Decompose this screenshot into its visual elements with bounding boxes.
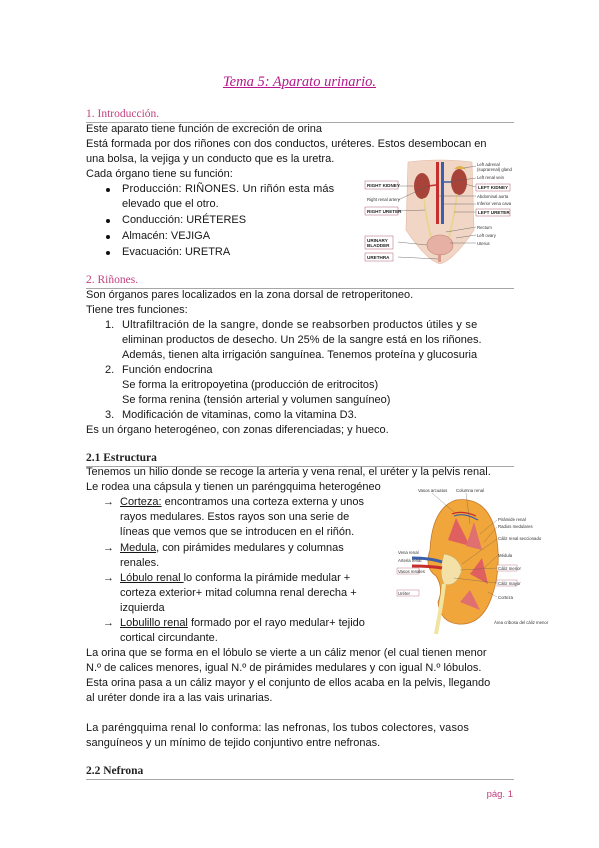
figure-label: BLADDER bbox=[367, 243, 390, 248]
bullet-dot bbox=[106, 251, 110, 255]
figure-label: Left adrenal bbox=[477, 162, 500, 167]
term: Medula bbox=[120, 542, 157, 554]
bullet-text: Conducción: URÉTERES bbox=[122, 214, 247, 226]
figure-label: Arteria renal bbox=[398, 558, 422, 563]
figure-label: LEFT URETER bbox=[478, 210, 510, 215]
figure-label: Cáliz menor bbox=[498, 566, 521, 571]
bullet-text: Evacuación: URETRA bbox=[122, 246, 231, 258]
figure-label: Cáliz renal seccionado bbox=[498, 536, 542, 541]
figure-label: Área cribosa del cáliz menor bbox=[494, 620, 549, 625]
arrow-icon: → bbox=[103, 496, 114, 508]
figure-label: RIGHT URETER bbox=[367, 209, 402, 214]
figure-label: Columna renal bbox=[456, 488, 484, 493]
text-line: La orina que se forma en el lóbulo se vierte a un cáliz menor (el cual tienen menor bbox=[86, 647, 487, 659]
text-line: una bolsa, la vejiga y un conducto que es la uretra. bbox=[86, 153, 335, 165]
bullet-dot bbox=[106, 188, 110, 192]
section-heading-nefrona: 2.2 Nefrona bbox=[86, 764, 514, 780]
section-heading-rinones: 2. Riñones. bbox=[86, 273, 514, 289]
figure-label: Vasos arcuatos bbox=[418, 488, 448, 493]
arrow-icon: → bbox=[103, 617, 114, 629]
figure-label: Left ovary bbox=[477, 233, 496, 238]
figure-label: URINARY bbox=[367, 238, 388, 243]
list-text: Además, tienen alta irrigación sanguínea. Tenemos proteína y glucosuria bbox=[122, 349, 478, 361]
list-text: Función endocrina bbox=[122, 364, 213, 376]
page-title: Tema 5: Aparato urinario. bbox=[222, 74, 377, 90]
list-text: Ultrafiltración de la sangre, donde se reabsorben productos útiles y se bbox=[122, 319, 478, 331]
figure-label: Right renal artery bbox=[367, 197, 400, 202]
arrow-item bbox=[120, 571, 350, 587]
list-text: Se forma renina (tensión arterial y volumen sanguíneo) bbox=[122, 394, 391, 406]
figure-label: Vena renal bbox=[398, 550, 419, 555]
arrow-text: izquierda bbox=[120, 602, 165, 614]
list-text: Modificación de vitaminas, como la vitamina D3. bbox=[122, 409, 357, 421]
figure-label: Uréter bbox=[398, 591, 410, 596]
page-number: pág. 1 bbox=[486, 789, 513, 800]
list-number: 3. bbox=[105, 409, 115, 421]
arrow-text: cortical circundante. bbox=[120, 632, 218, 644]
list-number: 1. bbox=[105, 319, 115, 331]
text-line: Este aparato tiene función de excreción de orina bbox=[86, 123, 323, 135]
figure-label: (suprarenal) gland bbox=[477, 167, 512, 172]
figure-label: Abdominal aorta bbox=[477, 194, 509, 199]
arrow-text: líneas que vemos que se introducen en el riñón. bbox=[120, 526, 355, 538]
bullet-text: Almacén: VEJIGA bbox=[122, 230, 211, 242]
arrow-item bbox=[120, 616, 365, 632]
text-line: Tenemos un hilio donde se recoge la arteria y vena renal, el uréter y la pelvis renal. bbox=[86, 466, 491, 478]
arrow-item bbox=[120, 495, 364, 511]
text-line: Esta orina pasa a un cáliz mayor y el conjunto de ellos acaba en la pelvis, llegando bbox=[86, 677, 491, 689]
text-line: Le rodea una cápsula y tienen un paréngquima heterogéneo bbox=[86, 481, 381, 493]
arrow-text: rayos medulares. Estos rayos son una serie de bbox=[120, 511, 350, 523]
arrow-text: encontramos una corteza externa y unos bbox=[164, 496, 364, 508]
bullet-text: Producción: RIÑONES. Un riñón esta más bbox=[122, 183, 335, 195]
figure-label: Pirámide renal bbox=[498, 517, 526, 522]
text-line: Cada órgano tiene su función: bbox=[86, 168, 233, 180]
figure-label: Inferior vena cava bbox=[477, 201, 512, 206]
arrow-item bbox=[120, 541, 344, 557]
arrow-text: corteza exterior+ mitad columna renal derecha + bbox=[120, 587, 357, 599]
figure-label: Radios medulares bbox=[498, 524, 533, 529]
figure-label: Uterus bbox=[477, 241, 490, 246]
text-line: al uréter donde ira a las vais urinarias. bbox=[86, 692, 273, 704]
figure-label: Corteza bbox=[498, 595, 514, 600]
figure-label: URETHRA bbox=[367, 255, 390, 260]
arrow-text: , con pirámides medulares y columnas bbox=[156, 542, 344, 554]
arrow-text: lo conforma la pirámide medular + bbox=[183, 572, 351, 584]
figure-label: Cáliz mayor bbox=[498, 581, 521, 586]
kidney-structure-figure bbox=[396, 484, 549, 638]
term: Lóbulo renal bbox=[120, 572, 184, 584]
section-heading-introduccion: 1. Introducción. bbox=[86, 107, 514, 123]
bullet-dot bbox=[106, 219, 110, 223]
arrow-icon: → bbox=[103, 572, 114, 584]
text-line: sanguíneos y un mínimo de tejido conjuntivo entre nefronas. bbox=[86, 737, 381, 749]
text-line: Está formada por dos riñones con dos conductos, uréteres. Estos desembocan en bbox=[86, 138, 487, 150]
list-text: Se forma la eritropoyetina (producción de eritrocitos) bbox=[122, 379, 379, 391]
arrow-icon: → bbox=[103, 542, 114, 554]
bullet-dot bbox=[106, 235, 110, 239]
section-heading-estructura: 2.1 Estructura bbox=[86, 451, 514, 467]
list-number: 2. bbox=[105, 364, 115, 376]
figure-label: Rectum bbox=[477, 225, 492, 230]
figure-label: Médula bbox=[498, 553, 513, 558]
figure-label: RIGHT KIDNEY bbox=[367, 183, 400, 188]
text-line: Son órganos pares localizados en la zona dorsal de retroperitoneo. bbox=[86, 289, 414, 301]
urinary-system-figure bbox=[364, 160, 516, 268]
bullet-text: elevado que el otro. bbox=[122, 198, 219, 210]
text-line: Tiene tres funciones: bbox=[86, 304, 188, 316]
term: Lobulillo renal bbox=[120, 617, 188, 629]
text-line: Es un órgano heterogéneo, con zonas diferenciadas; y hueco. bbox=[86, 424, 389, 436]
arrow-text: formado por el rayo medular+ tejido bbox=[187, 617, 365, 629]
term: Corteza: bbox=[120, 496, 162, 508]
list-text: eliminan productos de desecho. Un 25% de la sangre está en los riñones. bbox=[122, 334, 482, 346]
text-line: La paréngquima renal lo conforma: las nefronas, los tubos colectores, vasos bbox=[86, 722, 470, 734]
figure-label: Left renal vein bbox=[477, 175, 504, 180]
text-line: N.º de calices menores, igual N.º de pirámides medulares y con igual N.º lóbulos. bbox=[86, 662, 482, 674]
figure-label: Vasos renales bbox=[398, 569, 425, 574]
figure-label: LEFT KIDNEY bbox=[478, 185, 509, 190]
arrow-text: renales. bbox=[120, 557, 160, 569]
